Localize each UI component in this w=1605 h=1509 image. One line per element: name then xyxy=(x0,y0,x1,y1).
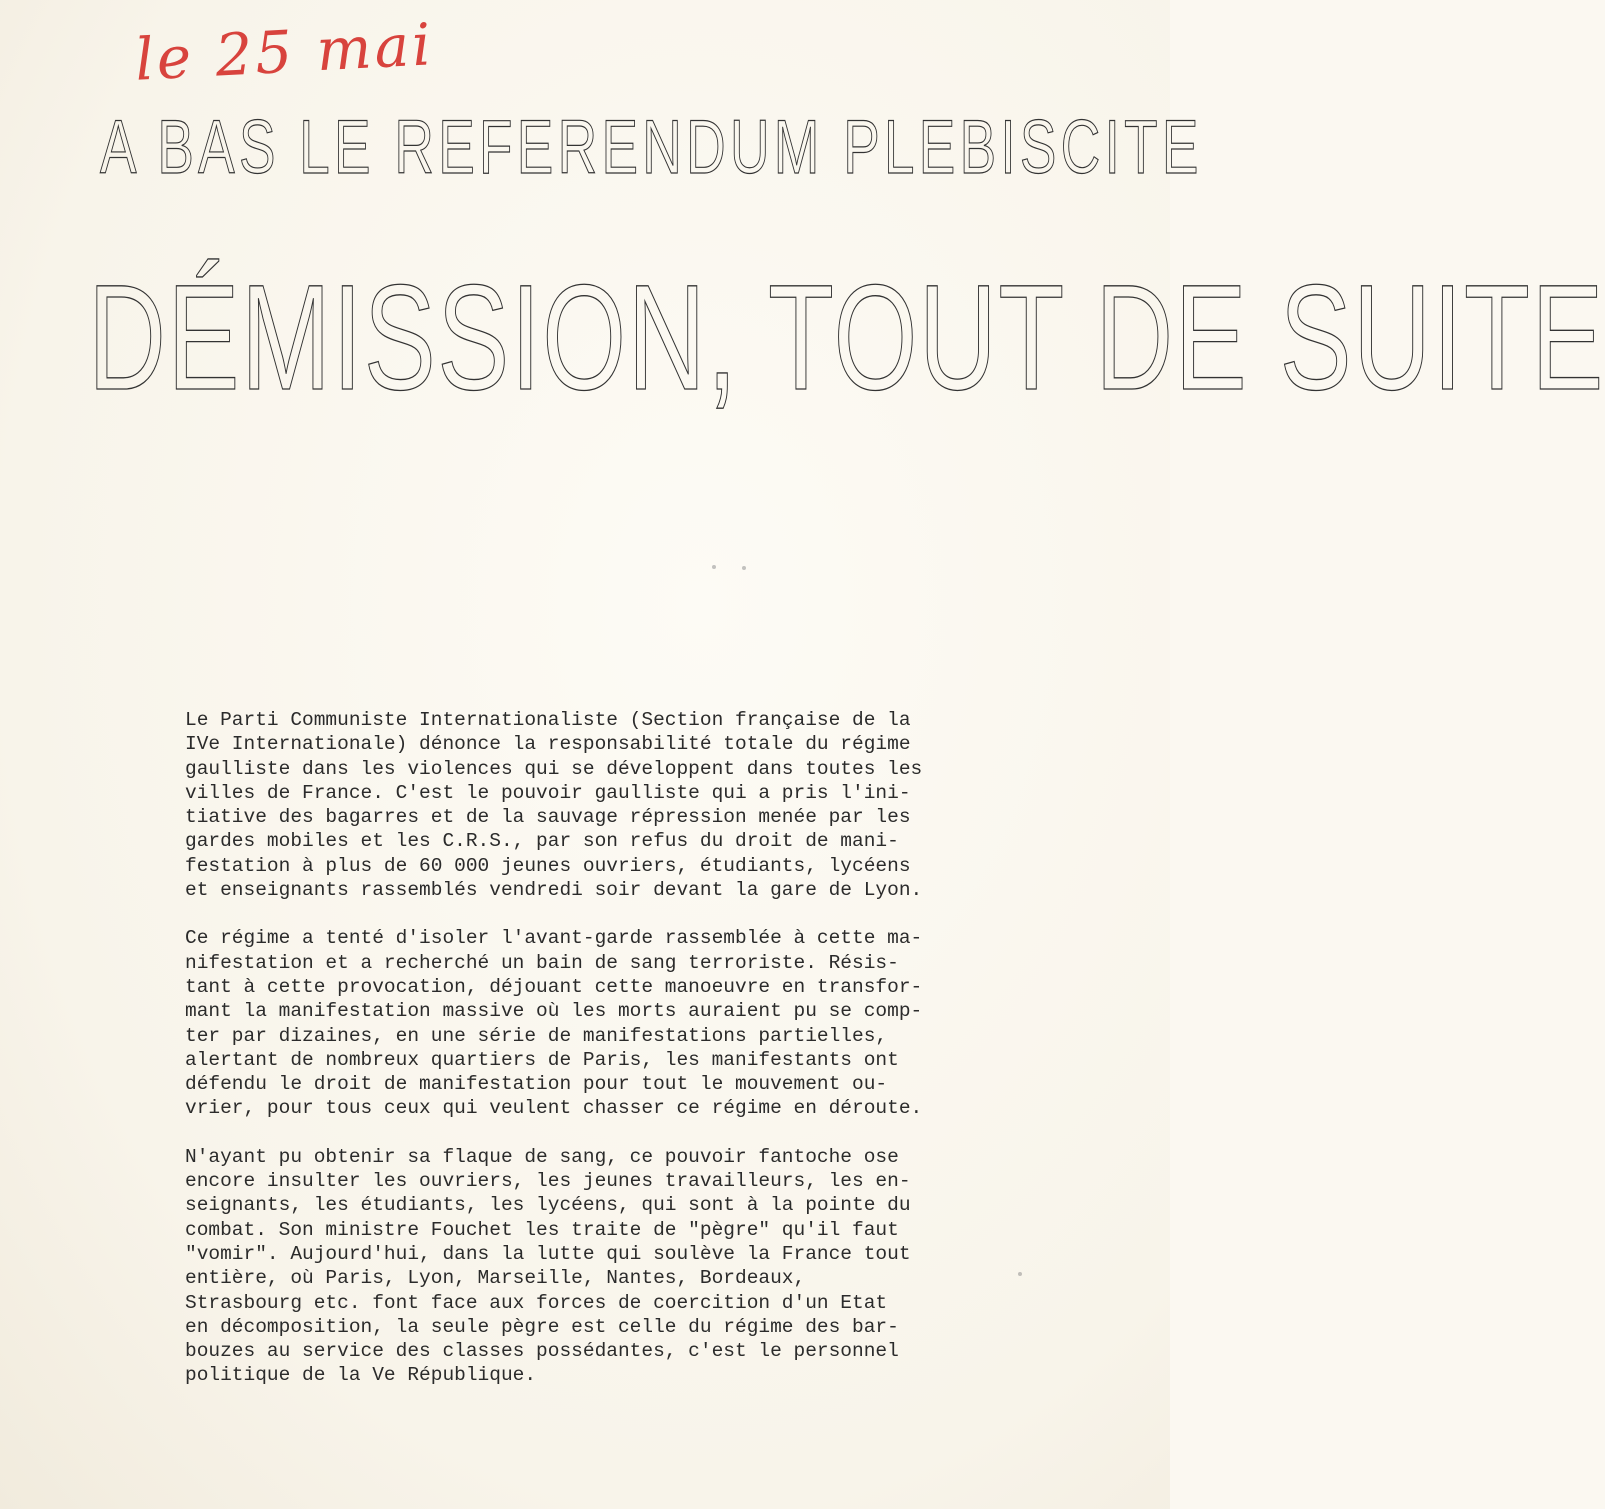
body-text xyxy=(185,708,1075,1412)
paragraph-3: N'ayant pu obtenir sa flaque de sang, ce pouvoir fantoche ose encore insulter les ouvriers, les jeunes travailleurs, les en- seignants, les étudiants, les lycéens, qui sont à la pointe du combat. Son ministre Fouchet les traite de "pègre" qu'il faut "vomir". Aujourd'hui, dans la lutte qui soulève la France tout entière, où Paris, Lyon, Marseille, Nantes, Bordeaux, Strasbourg etc. font face aux forces de coercition d'un Etat en décomposition, la seule pègre est celle du régime des bar- bouzes au service des classes possédantes, c'est le personnel politique de la Ve République. xyxy=(185,1145,911,1387)
paragraph-1: Le Parti Communiste Internationaliste (Section française de la IVe Internationale) dénonce la responsabilité totale du régime gaulliste dans les violences qui se développent dans toutes les villes de France. C'est le pouvoir gaulliste qui a pris l'ini- tiative des bagarres et de la sauvage répression menée par les gardes mobiles et les C.R.S., par son refus du droit de mani- festation à plus de 60 000 jeunes ouvriers, étudiants, lycéens et enseignants rassemblés vendredi soir devant la gare de Lyon. xyxy=(185,709,923,902)
ink-speck xyxy=(742,566,746,570)
headline-demission: DÉMISSION, TOUT DE SUITE xyxy=(88,253,1605,421)
headline-referendum: A BAS LE REFERENDUM PLEBISCITE xyxy=(100,105,1203,190)
ink-speck xyxy=(712,565,716,569)
paragraph-2: Ce régime a tenté d'isoler l'avant-garde rassemblée à cette ma- nifestation et a recherché un bain de sang terroriste. Résis- tant à cette provocation, déjouant cette manoeuvre en transfor- mant la manifestation massive où les morts auraient pu se comp- ter par dizaines, en une série de manifestations partielles, alertant de nombreux quartiers de Paris, les manifestants ont défendu le droit de manifestation pour tout le mouvement ou- vrier, pour tous ceux qui veulent chasser ce régime en déroute. xyxy=(185,927,923,1120)
handwritten-date-note: le 25 mai xyxy=(133,10,436,94)
